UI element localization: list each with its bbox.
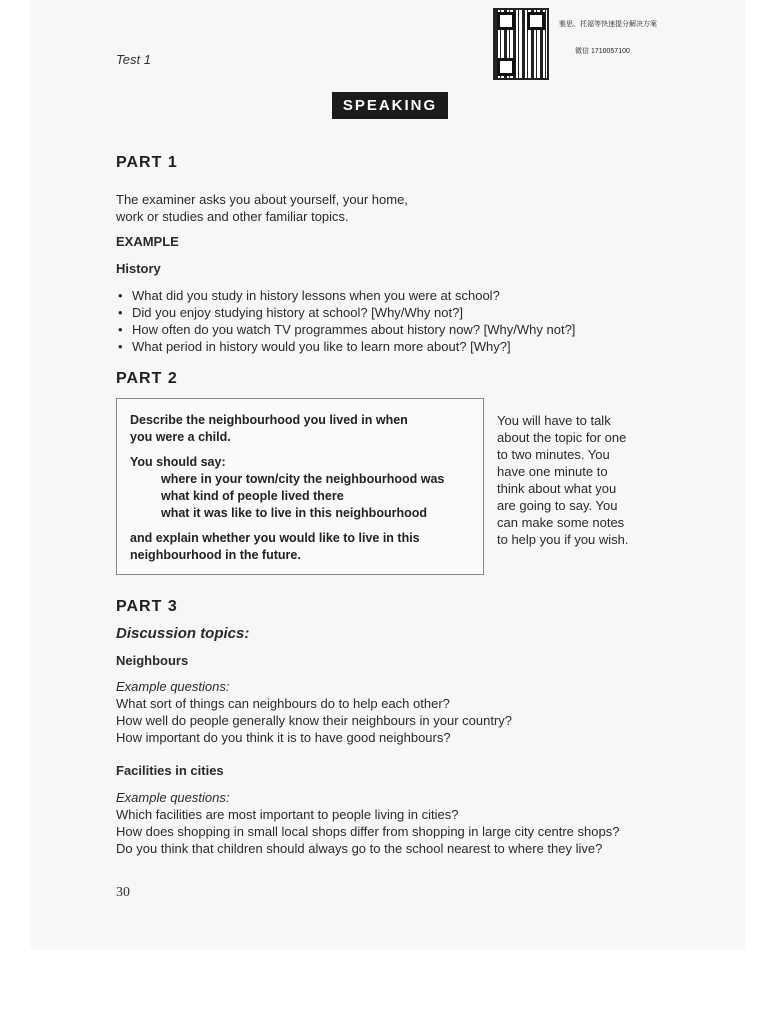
note-line: think about what you — [497, 481, 617, 496]
list-item: How does shopping in small local shops differ from shopping in large city centre shops? — [116, 824, 620, 839]
intro-line: The examiner asks you about yourself, your home, — [116, 192, 408, 207]
part3-subheading: Discussion topics: — [116, 625, 250, 642]
part1-topic: History — [116, 261, 161, 276]
note-line: can make some notes — [497, 515, 625, 530]
list-item: • What period in history would you like to learn more about? [Why?] — [116, 338, 676, 355]
card-points — [161, 471, 444, 522]
example-questions-label: Example questions: — [116, 679, 230, 694]
part1-intro — [116, 191, 408, 225]
section-neighbours — [116, 678, 716, 746]
list-item: Which facilities are most important to people living in cities? — [116, 807, 459, 822]
example-questions-label: Example questions: — [116, 790, 230, 805]
page-number: 30 — [116, 885, 130, 900]
example-label: EXAMPLE — [116, 234, 179, 249]
list-item: Do you think that children should always go to the school nearest to where they live? — [116, 841, 603, 856]
part2-instructions — [497, 412, 647, 548]
section-title-facilities: Facilities in cities — [116, 763, 224, 778]
list-item: • How often do you watch TV programmes about history now? [Why/Why not?] — [116, 321, 676, 338]
intro-line: work or studies and other familiar topics. — [116, 209, 349, 224]
note-line: have one minute to — [497, 464, 608, 479]
qr-caption: 雅思、托福等快速提分解决方案 — [559, 21, 657, 28]
prompt-line: Describe the neighbourhood you lived in when — [130, 413, 408, 427]
note-line: are going to say. You — [497, 498, 618, 513]
card-point: what it was like to live in this neighbourhood — [161, 506, 427, 520]
note-line: about the topic for one — [497, 430, 627, 445]
section-facilities — [116, 789, 716, 857]
running-head: Test 1 — [116, 52, 151, 67]
qr-code — [493, 8, 549, 80]
card-point: where in your town/city the neighbourhood was — [161, 472, 445, 486]
part2-heading: PART 2 — [116, 370, 178, 387]
qr-contact: 微信 1710057100 — [575, 48, 630, 55]
part1-question-list — [116, 287, 676, 355]
prompt-line: you were a child. — [130, 430, 231, 444]
card-prompt — [130, 412, 408, 446]
list-item: How well do people generally know their neighbours in your country? — [116, 713, 513, 728]
note-line: to two minutes. You — [497, 447, 610, 462]
card-explain — [130, 530, 420, 564]
list-item: What sort of things can neighbours do to help each other? — [116, 696, 450, 711]
part1-heading: PART 1 — [116, 154, 178, 171]
explain-line: neighbourhood in the future. — [130, 548, 301, 562]
section-title-neighbours: Neighbours — [116, 653, 189, 668]
section-banner: SPEAKING — [332, 92, 448, 119]
task-card — [116, 398, 484, 575]
note-line: You will have to talk — [497, 413, 611, 428]
list-item: • Did you enjoy studying history at school? [Why/Why not?] — [116, 304, 676, 321]
explain-line: and explain whether you would like to live in this — [130, 531, 420, 545]
card-point: what kind of people lived there — [161, 489, 344, 503]
part3-heading: PART 3 — [116, 598, 178, 615]
list-item: How important do you think it is to have good neighbours? — [116, 730, 451, 745]
list-item: • What did you study in history lessons when you were at school? — [116, 287, 676, 304]
note-line: to help you if you wish. — [497, 532, 629, 547]
card-should-say: You should say: — [130, 455, 226, 469]
